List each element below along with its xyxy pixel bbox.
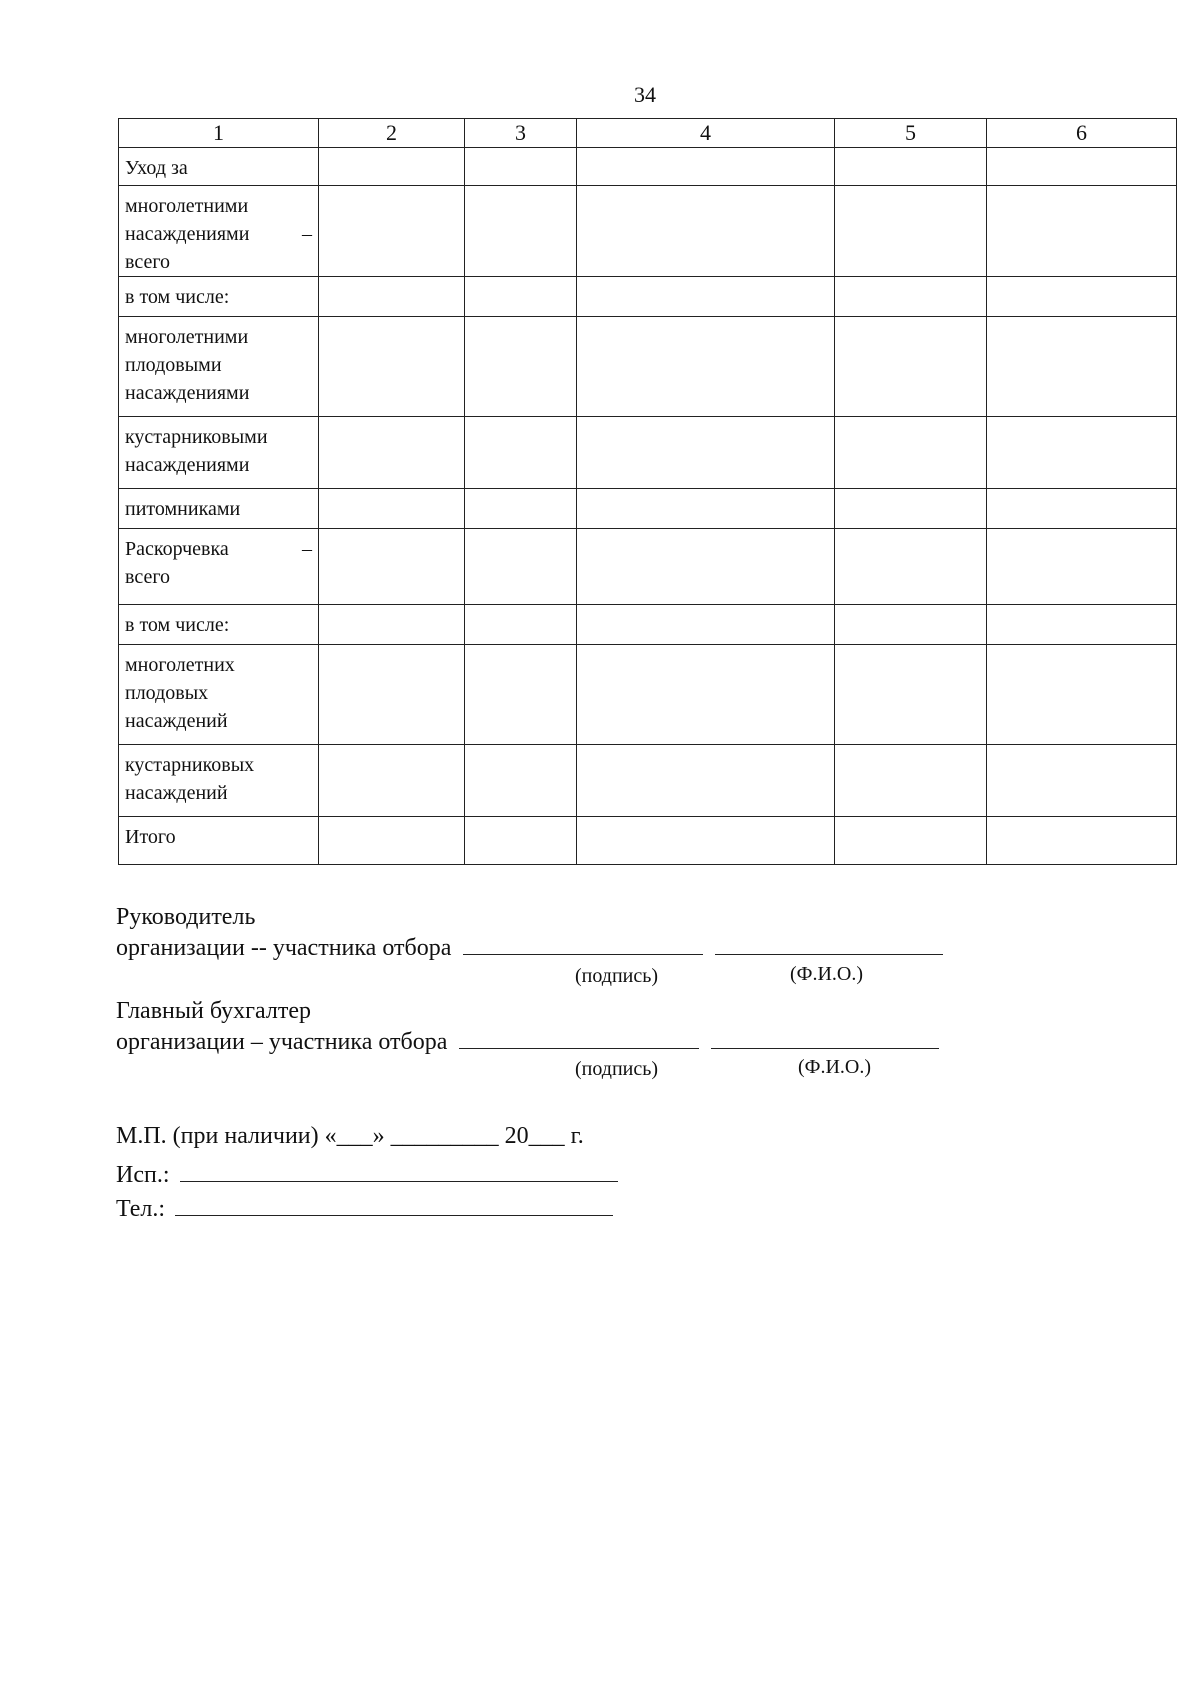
table-cell[interactable]: [319, 317, 465, 417]
table-cell[interactable]: [987, 817, 1177, 865]
table-cell[interactable]: [835, 817, 987, 865]
accountant-name-field[interactable]: [711, 1028, 939, 1049]
table-header-row: [119, 119, 1177, 148]
table-cell[interactable]: [319, 529, 465, 605]
row-label-line: насаждениями: [125, 454, 250, 476]
row-label: в том числе:: [119, 277, 319, 317]
row-label-line: насаждениями: [125, 382, 250, 404]
table-cell[interactable]: [987, 317, 1177, 417]
table-cell[interactable]: [319, 186, 465, 277]
executor-label: Исп.:: [116, 1162, 170, 1188]
table-cell[interactable]: [987, 605, 1177, 645]
table-cell[interactable]: [577, 417, 835, 489]
table-cell[interactable]: [465, 317, 577, 417]
table-row: [119, 817, 1177, 865]
accountant-title: Главный бухгалтер: [116, 998, 311, 1024]
table-cell[interactable]: [319, 645, 465, 745]
table-cell[interactable]: [835, 417, 987, 489]
column-header: 6: [987, 119, 1177, 148]
row-label: [119, 529, 319, 605]
table-cell[interactable]: [577, 605, 835, 645]
accountant-signature-hint: (подпись): [575, 1058, 659, 1080]
table-cell[interactable]: [319, 148, 465, 186]
table-cell[interactable]: [465, 417, 577, 489]
table-cell[interactable]: [577, 186, 835, 277]
row-label: [119, 417, 319, 489]
head-name-hint: (Ф.И.О.): [790, 963, 864, 985]
accountant-org-line: [116, 1027, 939, 1058]
row-label-line: кустарниковыми: [125, 426, 268, 448]
phone-line: [116, 1194, 613, 1225]
head-org-line: [116, 933, 943, 964]
row-label-line: Раскорчевка –: [125, 538, 312, 560]
table-cell[interactable]: [835, 645, 987, 745]
table-cell[interactable]: [465, 605, 577, 645]
row-label-line: насаждений: [125, 782, 228, 804]
table-row: [119, 605, 1177, 645]
stamp-line: М.П. (при наличии) «___» _________ 20___ г.: [116, 1123, 584, 1149]
row-label-line: насаждений: [125, 710, 228, 732]
table-row: [119, 489, 1177, 529]
table-cell[interactable]: [465, 186, 577, 277]
table-row: [119, 745, 1177, 817]
table-row: [119, 148, 1177, 186]
table-cell[interactable]: [987, 645, 1177, 745]
table-cell[interactable]: [987, 186, 1177, 277]
table-row: [119, 277, 1177, 317]
table-cell[interactable]: [319, 417, 465, 489]
table-cell[interactable]: [987, 745, 1177, 817]
row-label: в том числе:: [119, 605, 319, 645]
table-cell[interactable]: [465, 489, 577, 529]
table-cell[interactable]: [835, 186, 987, 277]
table-cell[interactable]: [319, 277, 465, 317]
head-name-field[interactable]: [715, 934, 943, 955]
head-signature-hint: (подпись): [575, 965, 659, 987]
row-label-line: всего: [125, 251, 171, 273]
table-cell[interactable]: [835, 148, 987, 186]
table-row: [119, 186, 1177, 277]
row-label-line: многолетними: [125, 326, 249, 348]
table-cell[interactable]: [835, 745, 987, 817]
column-header: 5: [835, 119, 987, 148]
row-label-line: кустарниковых: [125, 754, 255, 776]
table-cell[interactable]: [577, 529, 835, 605]
row-label-line: плодовыми: [125, 354, 222, 376]
phone-label: Тел.:: [116, 1196, 166, 1222]
phone-field[interactable]: [175, 1195, 613, 1216]
row-label-line: всего: [125, 566, 171, 588]
table-row: [119, 529, 1177, 605]
table-cell[interactable]: [577, 489, 835, 529]
table-cell[interactable]: [319, 605, 465, 645]
table-cell[interactable]: [835, 489, 987, 529]
table-cell[interactable]: [577, 317, 835, 417]
table-cell[interactable]: [465, 745, 577, 817]
page-number: 34: [634, 82, 656, 107]
table-cell[interactable]: [465, 817, 577, 865]
row-label: Итого: [119, 817, 319, 865]
column-header: 4: [577, 119, 835, 148]
row-label: Уход за: [119, 148, 319, 186]
form-table: [118, 118, 1177, 865]
row-label-line: многолетних: [125, 654, 235, 676]
row-label: [119, 645, 319, 745]
row-label: питомниками: [119, 489, 319, 529]
table-cell[interactable]: [577, 817, 835, 865]
table-cell[interactable]: [577, 745, 835, 817]
head-title: Руководитель: [116, 904, 256, 930]
row-label: [119, 186, 319, 277]
table-cell[interactable]: [835, 317, 987, 417]
table-cell[interactable]: [835, 529, 987, 605]
executor-field[interactable]: [180, 1161, 618, 1182]
table-cell[interactable]: [987, 417, 1177, 489]
table-cell[interactable]: [319, 489, 465, 529]
table-cell[interactable]: [465, 529, 577, 605]
table-row: [119, 317, 1177, 417]
table-row: [119, 417, 1177, 489]
column-header: 1: [119, 119, 319, 148]
table-cell[interactable]: [987, 148, 1177, 186]
table-cell[interactable]: [987, 277, 1177, 317]
table-cell[interactable]: [465, 277, 577, 317]
table-cell[interactable]: [319, 817, 465, 865]
accountant-signature-field[interactable]: [459, 1028, 699, 1049]
column-header: 2: [319, 119, 465, 148]
accountant-name-hint: (Ф.И.О.): [798, 1056, 872, 1078]
table-cell[interactable]: [577, 148, 835, 186]
row-label-line: многолетними: [125, 195, 249, 217]
accountant-org: организации – участника отбора: [116, 1029, 448, 1055]
table-cell[interactable]: [465, 148, 577, 186]
table-cell[interactable]: [465, 645, 577, 745]
accountant-signature-block: [116, 996, 939, 1058]
table-row: [119, 645, 1177, 745]
row-label: [119, 317, 319, 417]
table-cell[interactable]: [987, 489, 1177, 529]
head-signature-block: [116, 902, 943, 964]
table-cell[interactable]: [987, 529, 1177, 605]
table-cell[interactable]: [835, 605, 987, 645]
executor-line: [116, 1160, 618, 1191]
head-org: организации -- участника отбора: [116, 935, 452, 961]
table-cell[interactable]: [577, 645, 835, 745]
row-label-line: насаждениями –: [125, 223, 312, 245]
row-label: [119, 745, 319, 817]
head-signature-field[interactable]: [463, 934, 703, 955]
table-cell[interactable]: [835, 277, 987, 317]
row-label-line: плодовых: [125, 682, 209, 704]
table-cell[interactable]: [319, 745, 465, 817]
column-header: 3: [465, 119, 577, 148]
table-cell[interactable]: [577, 277, 835, 317]
